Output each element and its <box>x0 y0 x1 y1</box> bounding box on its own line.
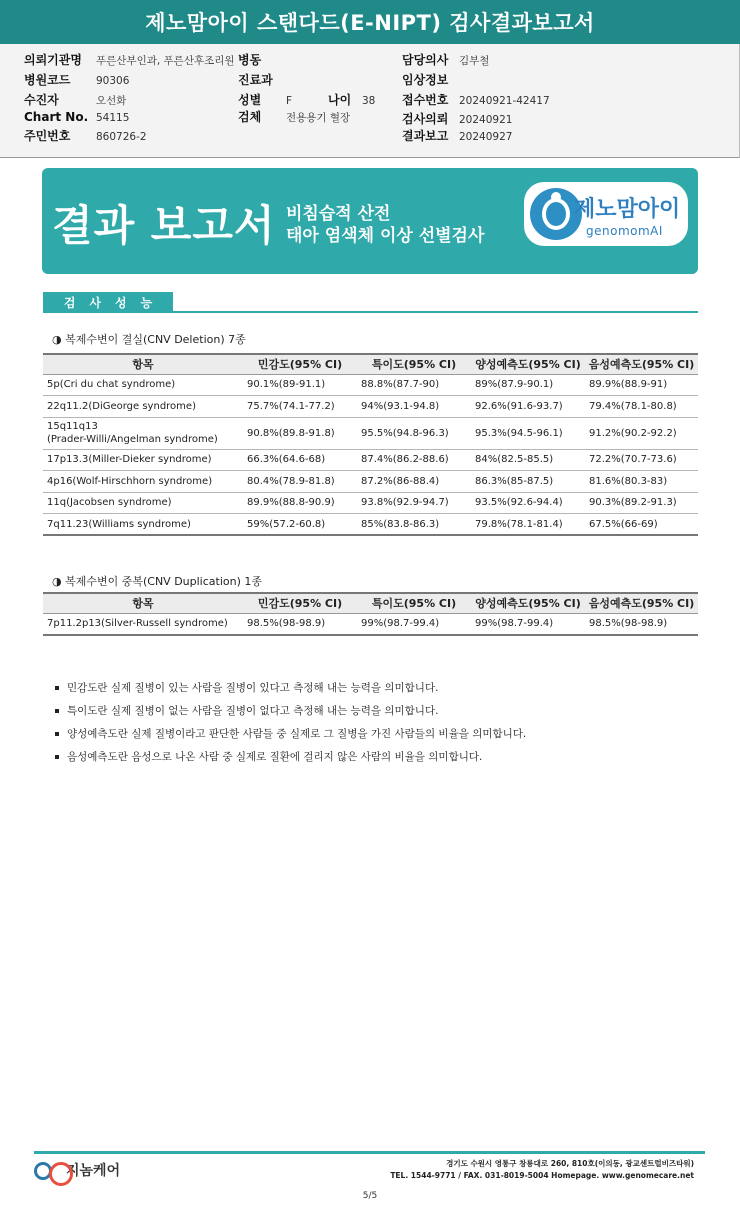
column-header: 민감도(95% CI) <box>243 354 357 374</box>
table-cell: 7p11.2p13(Silver-Russell syndrome) <box>43 613 243 635</box>
genomecare-logo <box>34 1160 120 1180</box>
doctor-label: 담당의사 <box>402 53 449 67</box>
table-row <box>43 613 698 635</box>
logo-text: 제노맘아이 <box>574 197 681 222</box>
table-cell: 59%(57.2-60.8) <box>243 514 357 536</box>
table-cell: 95.3%(94.5-96.1) <box>471 417 585 449</box>
note-text: 민감도란 실제 질병이 있는 사람을 질병이 있다고 측정해 내는 능력을 의미합니다. <box>67 682 439 694</box>
hospital-code-row <box>24 71 129 88</box>
table-cell: 81.6%(80.3-83) <box>585 471 698 493</box>
banner-title: 결과 보고서 <box>52 201 276 250</box>
list-item <box>55 745 526 768</box>
table-cell: 17p13.3(Miller-Dieker syndrome) <box>43 449 243 471</box>
bullet-icon <box>55 686 59 690</box>
table-cell-line: 15q11q13 <box>47 421 98 432</box>
chart-row <box>24 110 129 124</box>
note-text: 양성예측도란 실제 질병이라고 판단한 사람들 중 실제로 그 질병을 가진 사람들의 비율을 의미합니다. <box>67 728 527 740</box>
note-text: 음성예측도란 음성으로 나온 사람 중 실제로 질환에 걸리지 않은 사람의 비율을 의미합니다. <box>67 751 483 763</box>
table-cell: 93.5%(92.6-94.4) <box>471 492 585 514</box>
table-cell: 4p16(Wolf-Hirschhorn syndrome) <box>43 471 243 493</box>
company-name: 지놈케어 <box>66 1163 121 1179</box>
column-header: 특이도(95% CI) <box>357 593 471 613</box>
report-date-row <box>402 127 512 144</box>
collector-label: 수진자 <box>24 93 59 107</box>
table-cell: 22q11.2(DiGeorge syndrome) <box>43 396 243 418</box>
report-date-label: 결과보고 <box>402 129 449 143</box>
rrn-row <box>24 127 147 144</box>
doctor-value: 김부철 <box>459 55 490 67</box>
page-number: 5/5 <box>362 1191 378 1201</box>
department-row <box>238 71 273 88</box>
specimen-row <box>238 108 350 125</box>
duplication-heading: ◑ 복제수변이 중복(CNV Duplication) 1종 <box>52 575 263 588</box>
request-value: 20240921 <box>459 114 513 126</box>
table-cell: 67.5%(66-69) <box>585 514 698 536</box>
table-header-row <box>43 354 698 374</box>
list-item <box>55 699 526 722</box>
age-value: 38 <box>362 95 376 107</box>
chart-value: 54115 <box>96 112 130 124</box>
table-cell: 91.2%(90.2-92.2) <box>585 417 698 449</box>
table-cell: 5p(Cri du chat syndrome) <box>43 374 243 396</box>
table-row <box>43 417 698 449</box>
rrn-value: 860726-2 <box>96 131 147 143</box>
table-cell: 95.5%(94.8-96.3) <box>357 417 471 449</box>
list-item <box>55 676 526 699</box>
collector-value: 오선화 <box>96 95 127 107</box>
report-title: 제노맘아이 스탠다드(E-NIPT) 검사결과보고서 <box>0 0 740 44</box>
column-header: 음성예측도(95% CI) <box>585 593 698 613</box>
duplication-table <box>43 592 698 636</box>
banner-subtitle-line1: 비침습적 산전 <box>286 204 391 224</box>
footer-address <box>390 1158 694 1182</box>
column-header: 항목 <box>43 354 243 374</box>
table-cell <box>43 417 243 449</box>
table-header-row <box>43 593 698 613</box>
banner-subtitle-line2: 태아 염색체 이상 선별검사 <box>286 226 485 246</box>
table-row <box>43 471 698 493</box>
table-cell: 88.8%(87.7-90) <box>357 374 471 396</box>
receipt-row <box>402 91 550 108</box>
column-header: 민감도(95% CI) <box>243 593 357 613</box>
address-text: 경기도 수원시 영통구 창룡대로 260, 810호(이의동, 광교센트럴비즈타워) <box>446 1159 694 1168</box>
table-cell: 99%(98.7-99.4) <box>357 613 471 635</box>
table-cell: 7q11.23(Williams syndrome) <box>43 514 243 536</box>
age-label: 나이 <box>328 93 352 107</box>
chart-label: Chart No. <box>24 110 89 124</box>
table-cell: 79.8%(78.1-81.4) <box>471 514 585 536</box>
table-cell: 98.5%(98-98.9) <box>243 613 357 635</box>
table-cell: 79.4%(78.1-80.8) <box>585 396 698 418</box>
table-cell: 84%(82.5-85.5) <box>471 449 585 471</box>
table-cell: 89.9%(88.8-90.9) <box>243 492 357 514</box>
column-header: 음성예측도(95% CI) <box>585 354 698 374</box>
footer-divider <box>34 1151 705 1154</box>
doctor-row <box>402 51 489 68</box>
specimen-value: 전용용기 혈장 <box>286 112 351 124</box>
column-header: 항목 <box>43 593 243 613</box>
column-header: 양성예측도(95% CI) <box>471 593 585 613</box>
institution-row <box>24 51 235 68</box>
deletion-table <box>43 353 698 536</box>
sex-label: 성별 <box>238 93 262 107</box>
table-cell: 93.8%(92.9-94.7) <box>357 492 471 514</box>
receipt-value: 20240921-42417 <box>459 95 550 107</box>
clinical-row <box>402 71 448 88</box>
table-cell: 87.2%(86-88.4) <box>357 471 471 493</box>
column-header: 특이도(95% CI) <box>357 354 471 374</box>
table-cell: 80.4%(78.9-81.8) <box>243 471 357 493</box>
section-divider <box>43 311 698 313</box>
result-banner <box>42 168 698 274</box>
ward-label: 병동 <box>238 53 262 67</box>
table-row <box>43 492 698 514</box>
receipt-label: 접수번호 <box>402 93 449 107</box>
department-label: 진료과 <box>238 73 273 87</box>
table-row <box>43 514 698 536</box>
list-item <box>55 722 526 745</box>
rrn-label: 주민번호 <box>24 129 71 143</box>
note-text: 특이도란 실제 질병이 없는 사람을 질병이 없다고 측정해 내는 능력을 의미합니다. <box>67 705 439 717</box>
collector-row <box>24 91 126 108</box>
table-cell: 99%(98.7-99.4) <box>471 613 585 635</box>
specimen-label: 검체 <box>238 110 262 124</box>
table-row <box>43 449 698 471</box>
clinical-label: 임상정보 <box>402 73 449 87</box>
gc-logo-icon <box>34 1162 52 1180</box>
genomom-logo <box>524 182 688 246</box>
table-cell: 75.7%(74.1-77.2) <box>243 396 357 418</box>
table-cell: 89%(87.9-90.1) <box>471 374 585 396</box>
table-row <box>43 396 698 418</box>
patient-info-panel <box>0 44 740 158</box>
hospital-code-value: 90306 <box>96 75 130 87</box>
request-label: 검사의뢰 <box>402 112 449 126</box>
request-row <box>402 110 512 127</box>
deletion-heading: ◑ 복제수변이 결실(CNV Deletion) 7종 <box>52 333 246 346</box>
table-cell: 89.9%(88.9-91) <box>585 374 698 396</box>
contact-text: TEL. 1544-9771 / FAX. 031-8019-5004 Homepage. www.genomecare.net <box>390 1171 694 1180</box>
definition-notes <box>55 676 526 768</box>
table-cell: 87.4%(86.2-88.6) <box>357 449 471 471</box>
institution-value: 푸른산부인과, 푸른산후조리원 <box>96 55 235 67</box>
bullet-icon <box>55 755 59 759</box>
bullet-icon <box>55 709 59 713</box>
table-cell: 86.3%(85-87.5) <box>471 471 585 493</box>
hospital-code-label: 병원코드 <box>24 73 71 87</box>
table-cell: 90.3%(89.2-91.3) <box>585 492 698 514</box>
table-cell: 90.8%(89.8-91.8) <box>243 417 357 449</box>
sex-value: F <box>286 95 293 107</box>
sex-row <box>238 91 375 108</box>
table-cell: 92.6%(91.6-93.7) <box>471 396 585 418</box>
section-tab-performance: 검사성능 <box>43 292 173 312</box>
logo-subtext: genomomAI <box>586 224 663 238</box>
ward-row <box>238 51 261 68</box>
table-cell: 11q(Jacobsen syndrome) <box>43 492 243 514</box>
table-cell-line: (Prader-Willi/Angelman syndrome) <box>47 434 218 445</box>
bullet-icon <box>55 732 59 736</box>
banner-subtitle <box>286 203 484 247</box>
table-cell: 90.1%(89-91.1) <box>243 374 357 396</box>
column-header: 양성예측도(95% CI) <box>471 354 585 374</box>
table-row <box>43 374 698 396</box>
institution-label: 의뢰기관명 <box>24 53 82 67</box>
table-cell: 98.5%(98-98.9) <box>585 613 698 635</box>
table-cell: 85%(83.8-86.3) <box>357 514 471 536</box>
table-cell: 94%(93.1-94.8) <box>357 396 471 418</box>
table-cell: 66.3%(64.6-68) <box>243 449 357 471</box>
report-date-value: 20240927 <box>459 131 513 143</box>
table-cell: 72.2%(70.7-73.6) <box>585 449 698 471</box>
